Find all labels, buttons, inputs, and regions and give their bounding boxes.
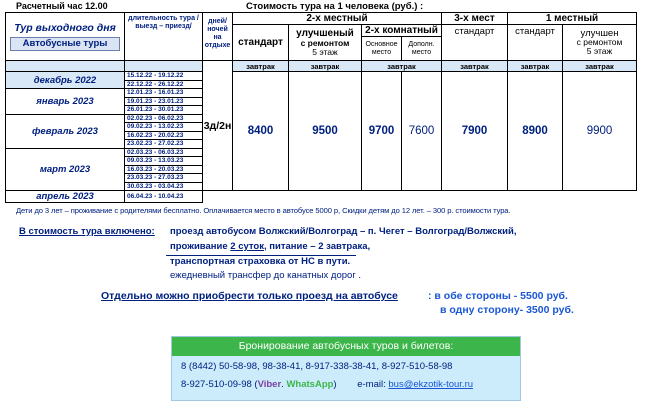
cat-improved: [289, 25, 362, 61]
cost-title: Стоимость тура на 1 человека (руб.) :: [246, 1, 424, 12]
date-range: 22.12.22 - 26.12.22: [125, 80, 203, 89]
cat-improved-floor: 5 этаж: [312, 47, 338, 57]
bus-only-label: Отдельно можно приобрести только проезд на автобусе: [101, 290, 398, 302]
duration-header-cell: [125, 13, 203, 61]
kids-note: Дети до 3 лет – проживание с родителями бесплатно. Оплачивается место в автобусе 5000 р, Скидки детям до 12 лет. – 300 р. стоимости тура.: [16, 206, 511, 215]
email-link[interactable]: bus@ekzotik-tour.ru: [388, 379, 474, 390]
cat-single-improved-line1: улучшен: [580, 28, 619, 39]
month-january: январь 2023: [6, 89, 125, 115]
date-range: 02.03.23 - 06.03.23: [125, 148, 203, 157]
phone-mobile[interactable]: 8-927-510-09-98 (: [181, 379, 258, 390]
cat-extra-place: Дополн. место: [402, 37, 442, 61]
cat-single-standard: стандарт: [508, 25, 563, 61]
month-december: декабрь 2022: [6, 72, 125, 89]
meal-single-standard: завтрак: [508, 61, 563, 72]
included-days: 2 суток: [230, 241, 264, 252]
meal-double-room: завтрак: [362, 61, 442, 72]
included-line-2: [170, 241, 370, 252]
price-triple-standard: 7900: [442, 72, 508, 191]
cat-single-improved: [563, 25, 637, 61]
days-header-cell: [203, 13, 233, 61]
month-blank: [6, 61, 125, 72]
date-range: 26.01.23 - 30.01.23: [125, 106, 203, 115]
checkout-time: Расчетный час 12.00: [16, 1, 108, 11]
cat-standard: стандарт: [233, 25, 289, 61]
cat-double-room: 2-х комнатный: [362, 25, 442, 37]
included-label: В стоимость тура включено:: [19, 226, 155, 237]
date-range: 06.04.23 - 10.04.23: [125, 191, 203, 203]
meal-double-standard: завтрак: [233, 61, 289, 72]
date-range: 09.02.23 - 13.02.23: [125, 123, 203, 132]
date-range: 23.03.23 - 27.03.23: [125, 174, 203, 183]
price-double-improved: 9500: [289, 72, 362, 191]
bus-one-way: в одну сторону- 3500 руб.: [440, 304, 574, 316]
included-line-4: ежедневный трансфер до канатных дорог .: [170, 270, 362, 281]
cat-single-improved-line2: с ремонтом: [576, 37, 623, 47]
date-range: 09.03.23 - 13.03.23: [125, 157, 203, 166]
price-double-standard: 8400: [233, 72, 289, 191]
cat-main-place: Основное место: [362, 37, 402, 61]
date-range: 16.02.23 - 20.02.23: [125, 131, 203, 140]
tour-title: Тур выходного дня: [14, 21, 116, 34]
included-line-2a: проживание: [170, 241, 231, 252]
price-single-standard: 8900: [508, 72, 563, 191]
cat-improved-line1: улучшеный: [296, 28, 354, 39]
price-double-room-extra: 7600: [402, 72, 442, 191]
bus-both-ways: : в обе стороны - 5500 руб.: [428, 290, 568, 302]
price-table: [5, 12, 637, 203]
sep: .: [281, 379, 287, 390]
nights-cell: 3д/2н: [203, 61, 233, 191]
month-march: март 2023: [6, 148, 125, 191]
included-line-3: транспортная страховка от НС в пути.: [170, 256, 351, 267]
date-range: 15.12.22 - 19.12.22: [125, 72, 203, 81]
whatsapp-label: WhatsApp: [286, 379, 334, 390]
cat-improved-line2: с ремонтом: [300, 38, 350, 48]
date-range: 12.01.23 - 16.01.23: [125, 89, 203, 98]
date-range: 02.02.23 - 06.02.23: [125, 114, 203, 123]
group-triple: 3-х мест: [442, 13, 508, 25]
date-range: 16.03.23 - 20.03.23: [125, 165, 203, 174]
booking-title: Бронирование автобусных туров и билетов:: [172, 337, 520, 356]
month-april: апрель 2023: [6, 191, 125, 203]
price-single-improved: 9900: [563, 72, 637, 191]
tour-title-cell: [6, 13, 125, 61]
included-line-1: проезд автобусом Волжский/Волгоград – п. Чегет – Волгоград/Волжский,: [170, 226, 517, 237]
close-paren: ): [333, 379, 337, 390]
email-label: e-mail:: [357, 379, 389, 390]
booking-box: [171, 336, 521, 401]
date-range: 23.02.23 - 27.02.23: [125, 140, 203, 149]
price-double-room-main: 9700: [362, 72, 402, 191]
included-line-2c: , питание – 2 завтрака,: [264, 241, 371, 252]
meal-single-improved: завтрак: [563, 61, 637, 72]
duration-header: длительность тура /выезд – приезд/: [128, 15, 199, 30]
group-single: 1 местный: [508, 13, 637, 25]
date-range: 30.03.23 - 03.04.23: [125, 182, 203, 191]
days-header: дней/ ночей на отдыхе: [204, 18, 231, 49]
cat-single-improved-floor: 5 этаж: [586, 46, 613, 56]
date-range: 19.01.23 - 23.01.23: [125, 97, 203, 106]
dates-blank: [125, 61, 203, 72]
booking-phones-1[interactable]: 8 (8442) 50-58-98, 98-38-41, 8-917-338-38-41, 8-927-510-58-98: [181, 361, 453, 372]
cat-triple-standard: стандарт: [442, 25, 508, 61]
booking-phones-2: [181, 379, 473, 390]
meal-triple: завтрак: [442, 61, 508, 72]
month-february: февраль 2023: [6, 114, 125, 148]
meal-double-improved: завтрак: [289, 61, 362, 72]
bus-tours-label: Автобусные туры: [10, 37, 120, 51]
viber-label: Viber: [257, 379, 282, 390]
group-double: 2-х местный: [233, 13, 442, 25]
